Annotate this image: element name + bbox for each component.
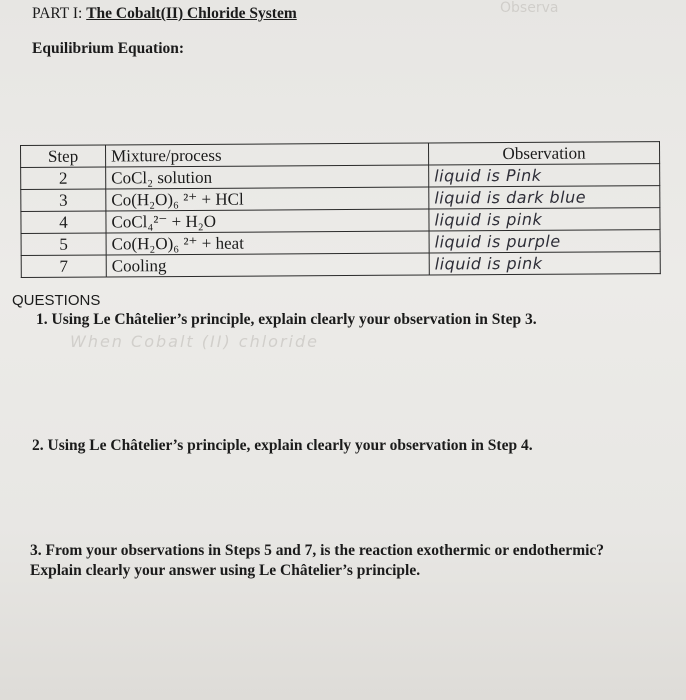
mixture-cell: CoCl₂ solution: [106, 165, 429, 189]
part-label: PART I:: [32, 5, 87, 22]
table-row: [21, 186, 660, 212]
section-title: The Cobalt(II) Chloride System: [86, 5, 297, 22]
step-cell: 3: [21, 189, 106, 212]
table-header-row: [21, 142, 660, 168]
observation-cell: liquid is purple: [429, 230, 660, 253]
table-row: [21, 252, 660, 278]
question-1: 1. Using Le Châtelier’s principle, explain clearly your observation in Step 3.: [36, 311, 537, 328]
header-observation: Observation: [428, 142, 659, 165]
bleed-through-text: When Cobalt (II) chloride: [70, 332, 319, 351]
observation-cell: liquid is dark blue: [429, 186, 660, 209]
mixture-cell: Cooling: [106, 253, 429, 277]
questions-heading: QUESTIONS: [12, 292, 101, 309]
step-cell: 7: [21, 255, 106, 278]
mixture-cell: Co(H₂O)₆ ²⁺ + HCl: [106, 187, 429, 211]
mixture-cell: Co(H₂O)₆ ²⁺ + heat: [106, 231, 429, 255]
mixture-cell: CoCl₄²⁻ + H₂O: [106, 209, 429, 233]
bleed-through-text: Observa: [500, 0, 559, 16]
step-cell: 5: [21, 233, 106, 256]
equilibrium-equation-label: Equilibrium Equation:: [32, 40, 185, 57]
observation-table: [20, 141, 661, 278]
observation-cell: liquid is Pink: [429, 164, 660, 187]
step-cell: 2: [21, 167, 106, 190]
step-cell: 4: [21, 211, 106, 234]
section-heading: [32, 5, 297, 23]
question-2: 2. Using Le Châtelier’s principle, explain clearly your observation in Step 4.: [32, 437, 533, 454]
header-step: Step: [21, 145, 106, 168]
header-mixture: Mixture/process: [106, 143, 429, 167]
observation-cell: liquid is pink: [429, 208, 660, 231]
observation-cell: liquid is pink: [429, 252, 660, 275]
question-3: 3. From your observations in Steps 5 and 7, is the reaction exothermic or endothermic? Explain clearly your answer using Le Châtelier’s principle.: [30, 542, 605, 579]
